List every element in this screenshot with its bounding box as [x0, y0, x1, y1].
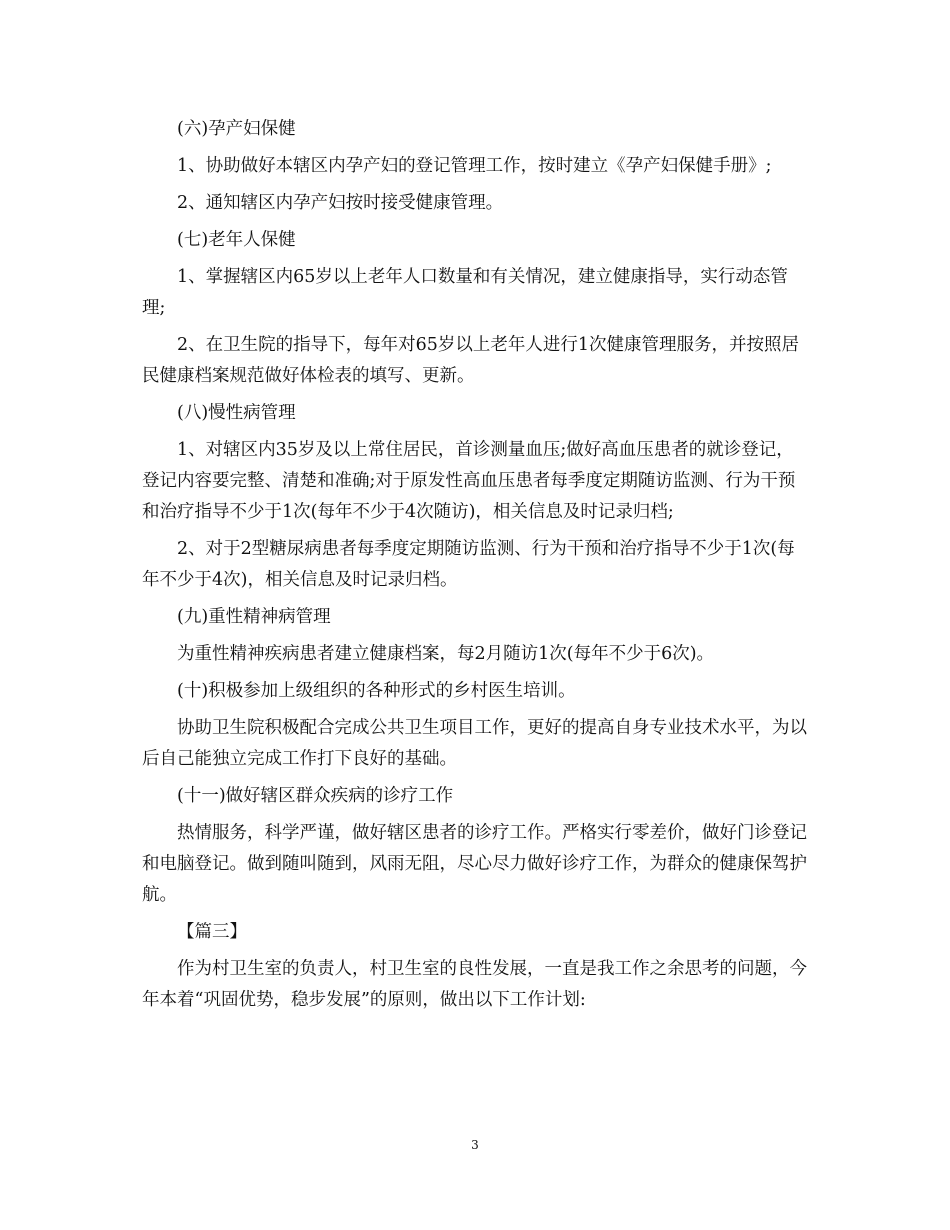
paragraph: 1、掌握辖区内65岁以上老年人口数量和有关情况，建立健康指导，实行动态管理; [142, 267, 788, 318]
chapter-heading: 【篇三】 [177, 922, 247, 942]
paragraph: 2、通知辖区内孕产妇按时接受健康管理。 [177, 193, 504, 213]
document-body [142, 114, 810, 1022]
section-heading-10: (十)积极参加上级组织的各种形式的乡村医生培训。 [177, 681, 576, 701]
paragraph: 1、对辖区内35岁及以上常住居民，首诊测量血压;做好高血压患者的就诊登记，登记内容要完整、清楚和准确;对于原发性高血压患者每季度定期随访监测、行为干预和治疗指导不少于1次(每年不少于4次随访)，相关信息及时记录归档; [142, 440, 796, 522]
paragraph: 2、对于2型糖尿病患者每季度定期随访监测、行为干预和治疗指导不少于1次(每年不少于4次)，相关信息及时记录归档。 [142, 539, 795, 590]
paragraph: 2、在卫生院的指导下，每年对65岁以上老年人进行1次健康管理服务，并按照居民健康档案规范做好体检表的填写、更新。 [142, 335, 800, 386]
paragraph: 协助卫生院积极配合完成公共卫生项目工作，更好的提高自身专业技术水平，为以后自己能独立完成工作打下良好的基础。 [142, 718, 807, 769]
paragraph: 热情服务，科学严谨，做好辖区患者的诊疗工作。严格实行零差价，做好门诊登记和电脑登记。做到随叫随到，风雨无阻，尽心尽力做好诊疗工作，为群众的健康保驾护航。 [142, 823, 807, 905]
section-heading-7: (七)老年人保健 [177, 230, 296, 250]
paragraph: 作为村卫生室的负责人，村卫生室的良性发展，一直是我工作之余思考的问题，今年本着“巩固优势，稳步发展”的原则，做出以下工作计划: [142, 959, 807, 1010]
page-number: 3 [471, 1138, 479, 1152]
paragraph: 为重性精神疾病患者建立健康档案，每2月随访1次(每年不少于6次)。 [177, 644, 715, 664]
section-heading-11: (十一)做好辖区群众疾病的诊疗工作 [177, 786, 454, 806]
paragraph: 1、协助做好本辖区内孕产妇的登记管理工作，按时建立《孕产妇保健手册》; [177, 156, 772, 176]
section-heading-8: (八)慢性病管理 [177, 403, 296, 423]
section-heading-6: (六)孕产妇保健 [177, 119, 296, 139]
section-heading-9: (九)重性精神病管理 [177, 607, 331, 627]
